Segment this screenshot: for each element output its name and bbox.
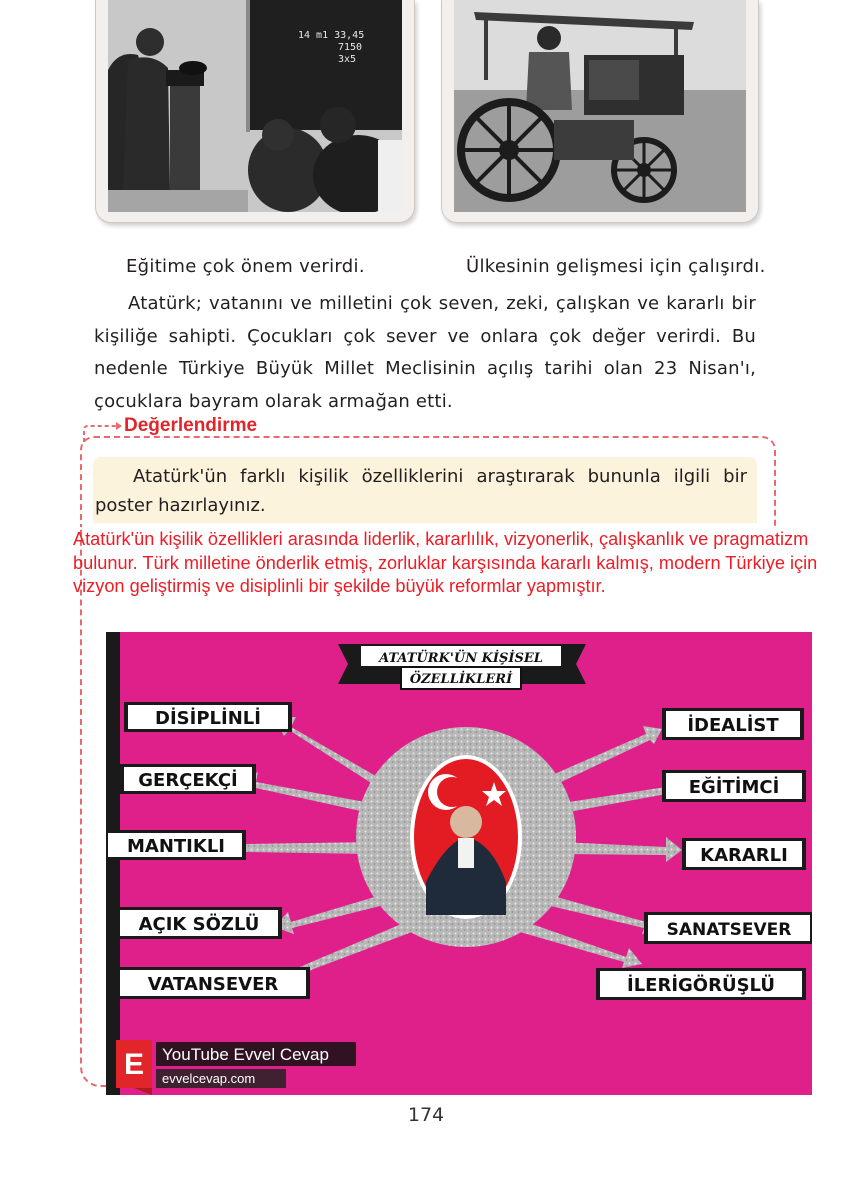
- poster-left-trait-5: VATANSEVER: [147, 974, 279, 995]
- poster-left-trait-2: GERÇEKÇİ: [138, 770, 238, 791]
- caption-right: Ülkesinin gelişmesi için çalışırdı.: [466, 256, 766, 277]
- caption-left: Eğitime çok önem verirdi.: [126, 256, 365, 277]
- evaluation-title: Değerlendirme: [124, 415, 258, 436]
- watermark-site: evvelcevap.com: [162, 1071, 256, 1086]
- blackboard-line-3: 3x5: [338, 54, 357, 65]
- page-number: 174: [407, 1104, 445, 1126]
- poster-left-trait-3: MANTIKLI: [127, 836, 225, 857]
- poster-left-trait-4: AÇIK SÖZLÜ: [138, 914, 260, 935]
- watermark-logo-icon: E: [123, 1048, 145, 1081]
- poster-title-line2: ÖZELLİKLERİ: [409, 672, 513, 687]
- photo-frame-tractor: [441, 0, 759, 223]
- poster-title-line1: ATATÜRK'ÜN KİŞİSEL: [379, 651, 543, 666]
- main-paragraph-text: Atatürk; vatanını ve milletini çok seven, zeki, çalışkan ve kararlı bir kişiliğe sahipti. Çocukları çok sever ve onlara çok değer verirdi. Bu nedenle Türkiye Büyük Millet Meclisinin açılış tarihi olan 23 Nisan'ı, çocuklara bayram olarak armağan etti.: [94, 293, 756, 412]
- classroom-photo: [108, 0, 402, 212]
- tractor-photo: [454, 0, 746, 212]
- evaluation-text-content: Atatürk'ün farklı kişilik özelliklerini araştırarak bununla ilgili bir poster hazırlayınız.: [95, 466, 747, 516]
- blackboard-line-1: 14 m1 33,45: [298, 30, 365, 41]
- answer-text: Atatürk'ün kişilik özellikleri arasında liderlik, kararlılık, vizyonerlik, çalışkanlık ve pragmatizm bulunur. Türk milletine önderlik etmiş, zorluklar karşısında kararlı kalmış, modern Türkiye için vizyon geliştirmiş ve disiplinli bir şekilde büyük reformlar yapmıştır.: [73, 529, 818, 596]
- poster-left-trait-1: DİSİPLİNLİ: [155, 708, 261, 729]
- watermark-channel: YouTube Evvel Cevap: [162, 1045, 329, 1064]
- main-paragraph: [94, 288, 756, 418]
- poster-right-trait-2: EĞİTİMCİ: [688, 777, 780, 798]
- poster-right-trait-4: SANATSEVER: [666, 920, 792, 940]
- blackboard-line-2: 7150: [338, 42, 363, 53]
- photo-frame-classroom: [95, 0, 415, 223]
- poster-right-trait-3: KARARLI: [700, 845, 788, 866]
- poster-right-trait-5: İLERİGÖRÜŞLÜ: [627, 975, 775, 996]
- poster-right-trait-1: İDEALİST: [687, 715, 779, 736]
- poster-image: [106, 632, 812, 1095]
- evaluation-text: [95, 462, 747, 520]
